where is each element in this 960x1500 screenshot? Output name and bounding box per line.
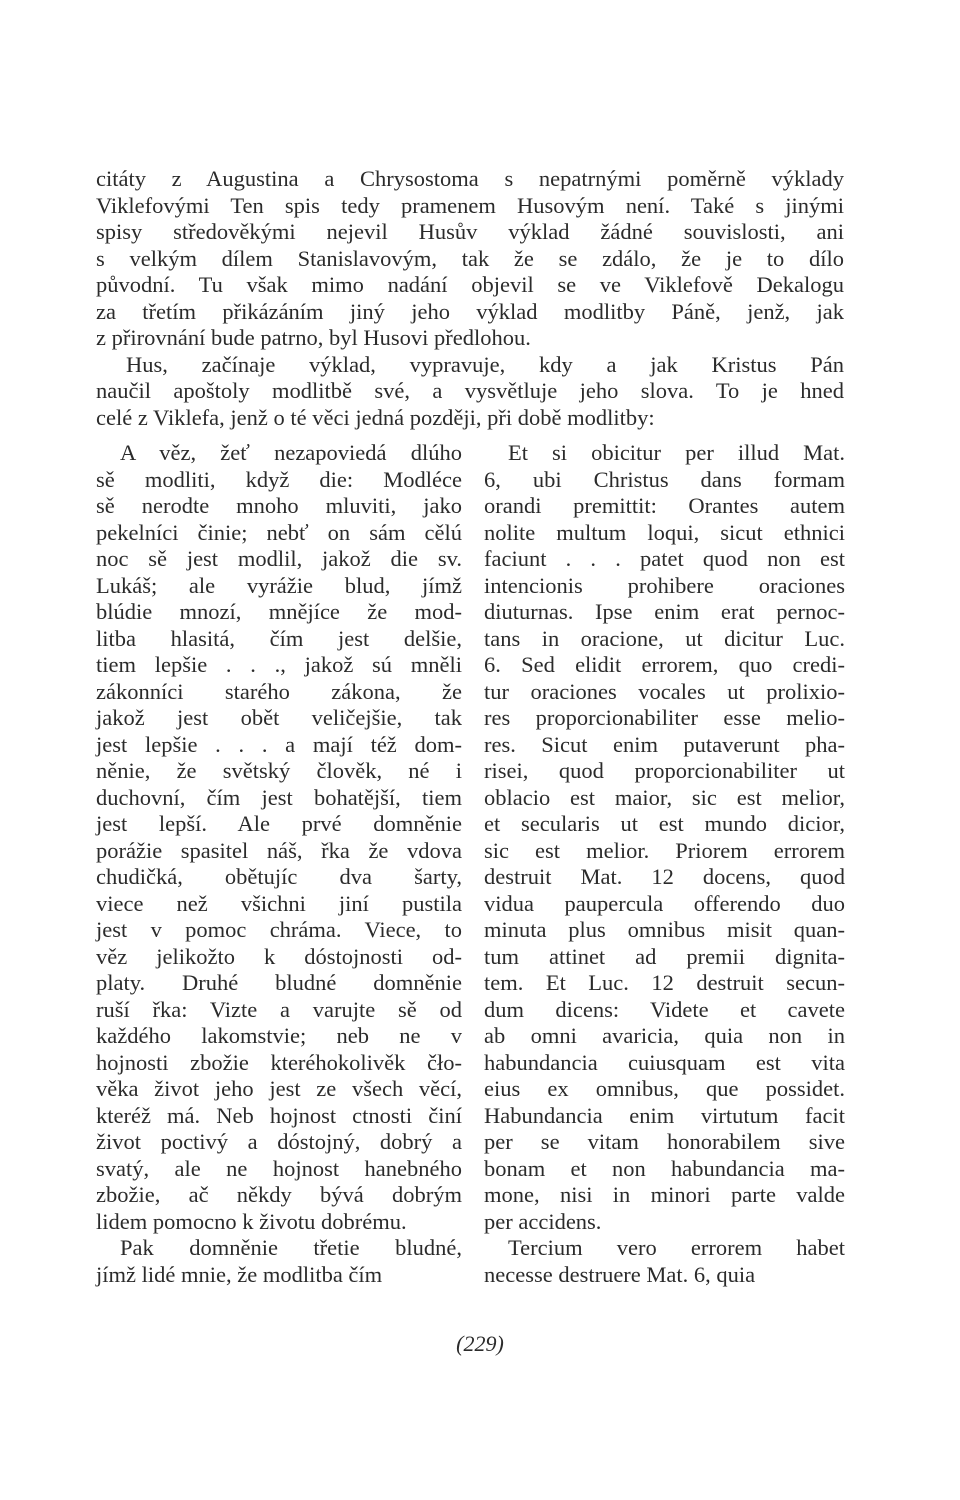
- czech-text-line: zbožie, ač někdy bývá dobrým: [96, 1182, 462, 1207]
- czech-text-line: Lukáš; ale vyrážie blud, jímž: [96, 572, 462, 598]
- latin-text-line: minuta plus omnibus misit quan-: [484, 917, 845, 942]
- latin-text-line: tans in oracione, ut dicitur Luc.: [484, 625, 845, 651]
- latin-text-line: et secularis ut est mundo dicior,: [484, 811, 845, 836]
- latin-text-line: mone, nisi in minori parte valde: [484, 1182, 845, 1207]
- czech-text-line: každého lakomstvie; neb ne v: [96, 1023, 462, 1048]
- latin-text-line: res proporcionabiliter esse melio-: [484, 705, 845, 730]
- text-line: Hus, začínaje výklad, vypravuje, kdy a jak Kristus Pán: [126, 351, 844, 377]
- text-line: citáty z Augustina a Chrysostoma s nepatrnými poměrně výklady: [96, 166, 844, 191]
- czech-text-line: svatý, ale ne hojnost hanebného: [96, 1155, 462, 1181]
- latin-text-line: nolite multum loqui, sicut ethnici: [484, 519, 845, 545]
- text-line: za třetím přikázáním jiný jeho výklad modlitby Páně, jenž, jak: [96, 298, 844, 324]
- latin-text-line: 6. Sed elidit errorem, quo credi-: [484, 652, 845, 677]
- latin-text-line: res. Sicut enim putaverunt pha-: [484, 731, 845, 757]
- latin-text-line: oblacio est maior, sic est melior,: [484, 784, 845, 810]
- czech-text-column: [96, 440, 462, 1288]
- latin-text-line: diuturnas. Ipse enim erat pernoc-: [484, 599, 845, 624]
- text-line: původní. Tu však mimo nadání objevil se ve Viklefově Dekalogu: [96, 272, 844, 297]
- latin-text-line: intencionis prohibere oraciones: [484, 572, 845, 598]
- latin-text-line: dum dicens: Videte et cavete: [484, 996, 845, 1022]
- intro-paragraph: [96, 166, 844, 431]
- czech-text-line: lidem pomocno k životu dobrému.: [96, 1208, 407, 1234]
- text-line: naučil apoštoly modlitbě své, a vysvětluje jeho slova. To je hned: [96, 378, 844, 403]
- czech-text-line: zákonníci starého zákona, že: [96, 678, 462, 704]
- czech-text-line: chudičká, obětujíc dva šarty,: [96, 864, 462, 889]
- czech-text-line: jest lepšie . . . a mají též dom-: [96, 731, 462, 757]
- latin-text-line: bonam et non habundancia ma-: [484, 1155, 845, 1181]
- latin-text-line: per accidens.: [484, 1208, 602, 1234]
- czech-text-line: sě nerodte mnoho mluviti, jako: [96, 493, 462, 518]
- latin-text-line: per se vitam honorabilem sive: [484, 1129, 845, 1154]
- czech-text-line: sě modliti, když die: Modléce: [96, 466, 462, 492]
- czech-text-line: hojnosti zbožie kteréhokolivěk čło-: [96, 1049, 462, 1075]
- latin-text-column: [484, 440, 845, 1288]
- czech-text-line: pekelníci činie; nebť on sám cělú: [96, 519, 462, 545]
- latin-text-line: 6, ubi Christus dans formam: [484, 466, 845, 492]
- text-line: z přirovnání bude patrno, byl Husovi předlohou.: [96, 325, 531, 350]
- czech-text-line: litba hlasitá, čím jest delšie,: [96, 625, 462, 651]
- latin-text-line: faciunt . . . patet quod non est: [484, 546, 845, 571]
- latin-text-line: tum attinet ad premii dignita-: [484, 943, 845, 969]
- czech-text-line: jakož jest obět veličejšie, tak: [96, 705, 462, 730]
- latin-text-line: habundancia cuiusquam est vita: [484, 1049, 845, 1075]
- text-line: Viklefovými Ten spis tedy pramenem Husovým není. Také s jinými: [96, 192, 844, 218]
- czech-text-line: viece než všichni jiní pustila: [96, 890, 462, 916]
- latin-text-line: destruit Mat. 12 docens, quod: [484, 864, 845, 889]
- czech-text-line: platy. Druhé bludné domněnie: [96, 970, 462, 995]
- page-number: (229): [456, 1331, 504, 1356]
- latin-text-line: necesse destruere Mat. 6, quia: [484, 1261, 756, 1287]
- latin-text-line: Tercium vero errorem habet: [508, 1235, 845, 1260]
- czech-text-line: Pak domněnie třetie bludné,: [120, 1235, 462, 1260]
- latin-text-line: sic est melior. Priorem errorem: [484, 837, 845, 863]
- czech-text-line: život poctivý a dóstojný, dobrý a: [96, 1129, 462, 1154]
- latin-text-line: orandi premittit: Orantes autem: [484, 493, 845, 518]
- latin-text-line: tem. Et Luc. 12 destruit secun-: [484, 970, 845, 995]
- czech-text-line: věka život jeho jest ze všech věcí,: [96, 1076, 462, 1101]
- latin-text-line: Et si obicitur per illud Mat.: [508, 440, 845, 465]
- latin-text-line: Habundancia enim virtutum facit: [484, 1102, 845, 1128]
- czech-text-line: jest v pomoc chráma. Viece, to: [96, 917, 462, 942]
- czech-text-line: blúdie mnozí, mnějíce že mod-: [96, 599, 462, 624]
- czech-text-line: noc sě jest modlil, jakož die sv.: [96, 546, 462, 571]
- czech-text-line: porážie spasitel náš, řka že vdova: [96, 837, 462, 863]
- latin-text-line: tur oraciones vocales ut prolixio-: [484, 678, 845, 704]
- text-line: celé z Viklefa, jenž o té věci jedná později, při době modlitby:: [96, 404, 655, 430]
- czech-text-line: kteréž má. Neb hojnost ctnosti činí: [96, 1102, 462, 1128]
- latin-text-line: ab omni avaricia, quia non in: [484, 1023, 845, 1048]
- czech-text-line: duchovní, čím jest bohatější, tiem: [96, 784, 462, 810]
- czech-text-line: A věz, žeť nezapoviedá dlúho: [120, 440, 462, 465]
- czech-text-line: jímž lidé mnie, že modlitba čím: [96, 1261, 383, 1287]
- text-line: spisy středověkými nejevil Husův výklad žádné souvislosti, ani: [96, 219, 844, 244]
- czech-text-line: něnie, že světský člověk, né i: [96, 758, 462, 783]
- text-line: s velkým dílem Stanislavovým, tak že se zdálo, že je to dílo: [96, 245, 844, 271]
- czech-text-line: jest lepší. Ale prvé domněnie: [96, 811, 462, 836]
- czech-text-line: ruší řka: Vizte a varujte sě od: [96, 996, 462, 1022]
- latin-text-line: risei, quod proporcionabiliter ut: [484, 758, 845, 783]
- czech-text-line: věz jelikožto k dóstojnosti od-: [96, 943, 462, 969]
- latin-text-line: vidua paupercula offerendo duo: [484, 890, 845, 916]
- czech-text-line: tiem lepšie . . ., jakož sú mněli: [96, 652, 462, 677]
- latin-text-line: eius ex omnibus, que possidet.: [484, 1076, 845, 1101]
